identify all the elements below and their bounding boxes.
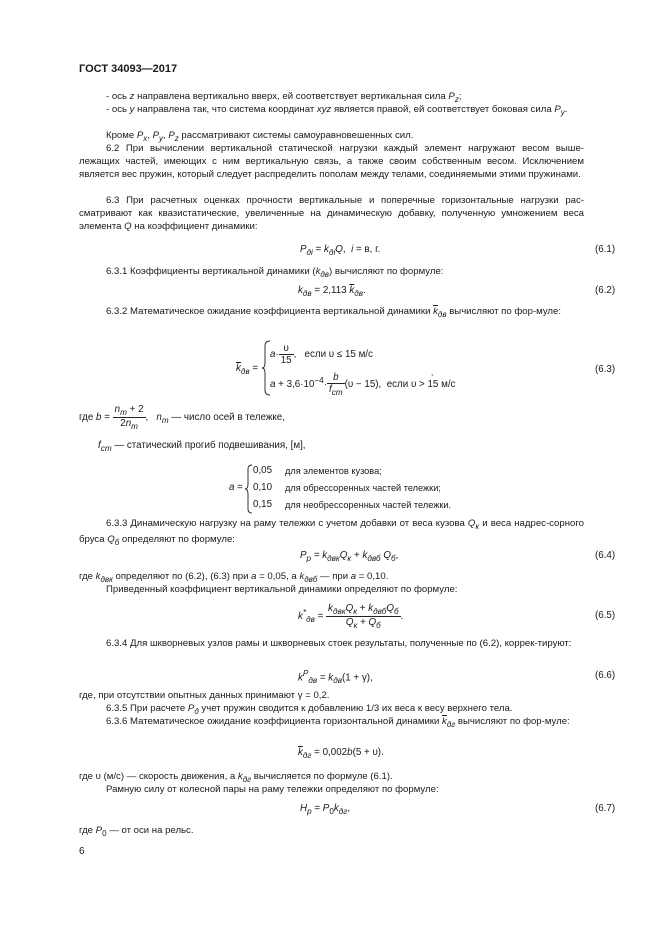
- equation-number-6-3: (6.3): [595, 364, 616, 375]
- paragraph-axis-y: - ось y направлена так, что система координат xyz является правой, ей соответствует боковая сила $P_y$.: [106, 104, 568, 117]
- paragraph-axis-z: - ось z направлена вертикально вверх, ей соответствует вертикальная сила $P_z$;: [106, 91, 462, 104]
- equation-number-6-2: (6.2): [595, 285, 616, 296]
- paragraph-self-balanced: Кроме $P_x$, $P_y$, $P_z$ рассматривают системы самоуравновешенных сил.: [106, 130, 414, 143]
- paragraph-6-3-3: 6.3.3 Динамическую нагрузку на раму тележки с учетом добавки от веса кузова $Q_к$ и веса надрес-сорного бруса $Q_б$ определяют по формуле:: [79, 518, 584, 547]
- paragraph-speed: где υ (м/с) — скорость движения, а $k_{дг}$ вычисляется по формуле (6.1).: [79, 771, 393, 784]
- formula-6-6: $k^P_{дв} = k_{дв}(1 + \gamma)$,: [298, 669, 373, 686]
- formula-kdg: $\overline{k}_{дг} = 0,002b(5 + \upsilon)$.: [298, 747, 384, 760]
- paragraph-gamma: где, при отсутствии опытных данных принимают γ = 0,2.: [79, 690, 330, 701]
- formula-6-2: $k_{дв} = 2,113$ $\overline{k}_{дв}$.: [298, 285, 366, 298]
- paragraph-6-3-1: 6.3.1 Коэффициенты вертикальной динамики $(k_{дв})$ вычисляют по формуле:: [106, 266, 444, 279]
- page-number: 6: [79, 846, 85, 857]
- equation-number-6-7: (6.7): [595, 803, 616, 814]
- equation-number-6-1: (6.1): [595, 244, 616, 255]
- formula-6-5: $k^*_{дв}$ = $\frac{k_{двк}Q_к + k_{двб}Q_б}{Q_к + Q_б}$ .: [298, 603, 404, 630]
- equation-number-6-4: (6.4): [595, 550, 616, 561]
- paragraph-6-3-5: 6.3.5 При расчете $P_д$ учет пружин сводится к добавлению 1/3 их веса к весу верхнего тела.: [106, 703, 513, 716]
- formula-6-7: $H_р = P_0k_{дг}$,: [300, 803, 351, 816]
- paragraph-6-2: 6.2 При вычислении вертикальной статической нагрузки каждый элемент нагружают весом выше-лежащих частей, имеющих с ним вертикальную связь, а также своим собственным весом. Исключением является вес пружин, который следует распределить пополам между телами, соединяемыми этими пружинами.: [79, 143, 584, 180]
- paragraph-reduced-coef: Приведенный коэффициент вертикальной динамики определяют по формуле:: [106, 584, 458, 595]
- paragraph-6-3-2: 6.3.2 Математическое ожидание коэффициента вертикальной динамики $\overline{k}_{дв}$ вычисляют по фор-муле:: [106, 306, 562, 319]
- paragraph-p0: где $P_0$ — от оси на рельс.: [79, 825, 194, 838]
- paragraph-6-3-6: 6.3.6 Математическое ожидание коэффициента горизонтальной динамики $\overline{k}_{дг}$ вычисляют по фор-муле:: [106, 716, 570, 729]
- f-st-definition: $f_{ст}$ — статический прогиб подвешивания, [м],: [98, 440, 306, 453]
- paragraph-frame-force: Рамную силу от колесной пары на раму тележки определяют по формуле:: [106, 784, 439, 795]
- document-header: ГОСТ 34093—2017: [79, 63, 178, 75]
- formula-6-1: $P_{дi} = k_{дi}Q$, i = в, г.: [300, 244, 381, 257]
- formula-6-4: $P_р = k_{двк}Q_к + k_{двб}$ $Q_б$,: [300, 550, 399, 563]
- paragraph-kdvk: где $k_{двк}$ определяют по (6.2), (6.3) при a = 0,05, а $k_{двб}$ — при a = 0,10.: [79, 571, 389, 584]
- b-definition: где b = $\frac{n_т + 2}{2n_т}$ , $n_т$ — число осей в тележке,: [79, 404, 285, 431]
- paragraph-6-3: 6.3 При расчетных оценках прочности вертикальные и поперечные горизонтальные нагрузки рас-сматривают как квазистатические, увеличенные на динамическую добавку, полученную умножением веса элемента Q на коэффициент динамики:: [79, 195, 584, 232]
- paragraph-6-3-4: 6.3.4 Для шкворневых узлов рамы и шкворневых стоек результаты, полученные по (6.2), коррек-тируют:: [106, 638, 572, 649]
- equation-number-6-6: (6.6): [595, 670, 616, 681]
- equation-number-6-5: (6.5): [595, 610, 616, 621]
